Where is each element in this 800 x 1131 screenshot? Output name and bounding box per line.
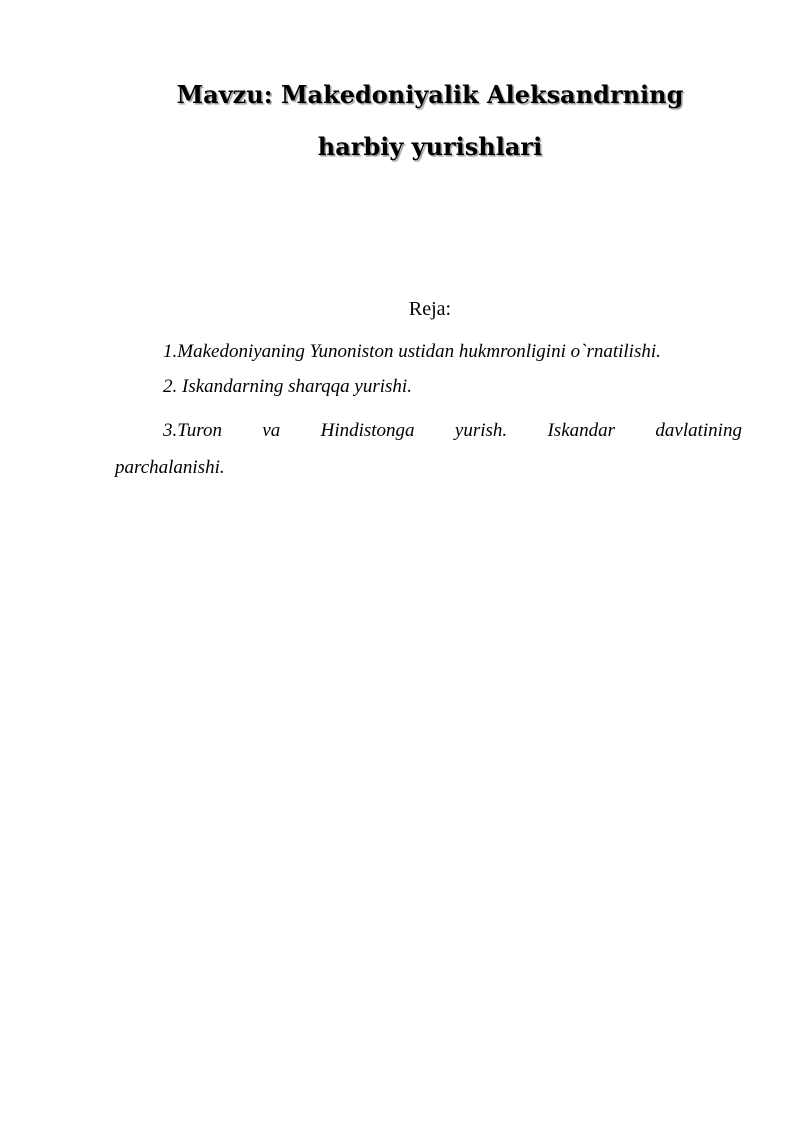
plan-item-3-word: Hindistonga [320,420,415,441]
plan-item-3-word: davlatining [655,420,742,441]
plan-item-3-continuation: parchalanishi. [115,457,225,478]
plan-item-2: 2. Iskandarning sharqqa yurishi. [163,376,412,397]
plan-item-3-first-line [115,412,742,449]
plan-item-3-word: va [262,420,281,441]
document-title-line-2: harbiy yurishlari [317,132,543,161]
plan-item-3 [115,412,742,486]
plan-item-3-word: Iskandar [547,420,616,441]
plan-item-1: 1.Makedoniyaning Yunoniston ustidan hukmronligini o`rnatilishi. [163,341,661,362]
document-title-line-1: Mavzu: Makedoniyalik Aleksandrning [176,80,684,109]
plan-item-3-word: 3.Turon [163,420,222,441]
plan-item-3-word: yurish. [454,420,508,441]
plan-heading: Reja: [408,298,452,320]
